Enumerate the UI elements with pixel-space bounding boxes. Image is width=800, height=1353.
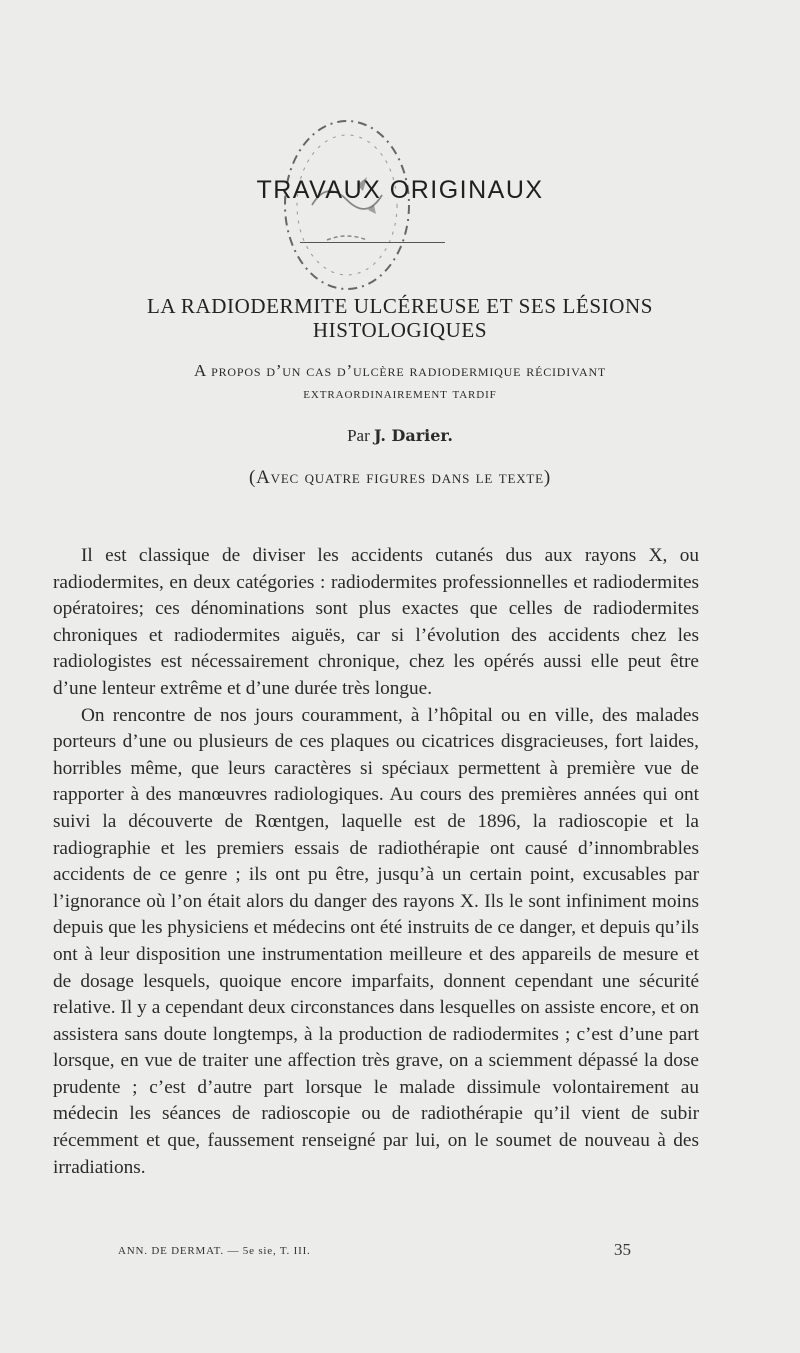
figures-note: (Avec quatre figures dans le texte) xyxy=(248,467,551,488)
page-number: 35 xyxy=(614,1240,631,1259)
article-title-line-2: HISTOLOGIQUES xyxy=(312,318,488,342)
subtitle-line-2: extraordinairement tardif xyxy=(303,386,497,402)
library-stamp xyxy=(272,110,422,300)
paragraph-1: Il est classique de diviser les accidents cutanés dus aux rayons X, ou radiodermites, en deux catégories : radiodermites professionnelles et radiodermites opératoires; ces dénominations sont plus exactes que celles de radiodermites chroniques et radiodermites aiguës, car si l’évolution des accidents chez les radiologistes est nécessairement chronique, chez les opérés aussi elle peut être d’une lenteur extrême et d’une durée très longue. xyxy=(53,545,699,699)
byline-prefix: Par xyxy=(347,426,370,445)
section-heading: TRAVAUX ORIGINAUX xyxy=(256,176,544,204)
journal-reference: ANN. DE DERMAT. — 5e sie, T. III. xyxy=(118,1245,311,1257)
paragraph-2: On rencontre de nos jours couramment, à l’hôpital ou en ville, des malades porteurs d’une ou plusieurs de ces plaques ou cicatrices disgracieuses, fort laides, horribles même, que leurs caractères si spéciaux permettent à première vue de rapporter à des manœuvres radiologiques. Au cours des premières années qui ont suivi la découverte de Rœntgen, laquelle est de 1896, la radioscopie et la radiographie et les premiers essais de radiothérapie ont causé d’innombrables accidents de ce genre ; ils ont pu être, jusqu’à un certain point, excusables par l’ignorance où l’on était alors du danger des rayons X. Ils le sont infiniment moins depuis que les physiciens et médecins ont été instruits de ce danger, et depuis qu’ils ont à leur disposition une instrumentation meilleure et des appareils de mesure et de dosage lesquels, quoique encore imparfaits, donnent cependant une sécurité relative. Il y a cependant deux circonstances dans lesquelles on assiste encore, et on assistera sans doute longtemps, à la production de radiodermites ; c’est d’une part lorsque, en vue de traiter une affection très grave, on a sciemment dépassé la dose prudente ; c’est d’autre part lorsque le malade dissimule volontairement au médecin les séances de radioscopie ou de radiothérapie qu’il vient de subir récemment et que, faussement renseigné par lui, on le soumet de nouveau à des irradiations. xyxy=(53,704,699,1178)
subtitle-line-1: A propos d’un cas d’ulcère radiodermique récidivant xyxy=(193,361,607,380)
body-text xyxy=(53,543,699,1181)
author-name: J. Darier. xyxy=(373,426,453,445)
byline xyxy=(0,426,800,446)
heading-rule xyxy=(300,242,445,243)
article-title-line-1: LA RADIODERMITE ULCÉREUSE ET SES LÉSIONS xyxy=(146,294,654,318)
